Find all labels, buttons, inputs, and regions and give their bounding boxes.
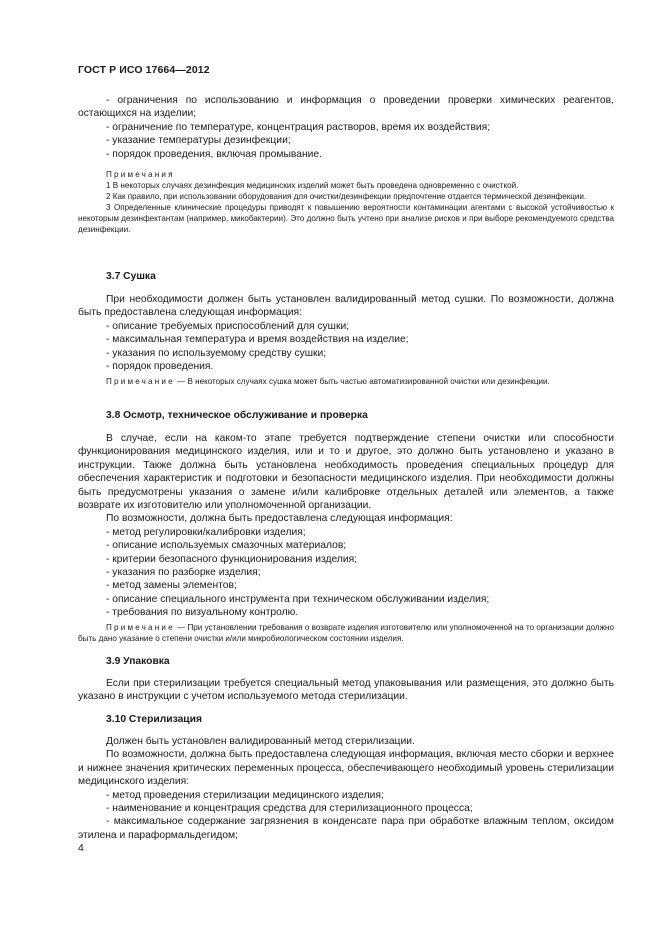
paragraph: Должен быть установлен валидированный метод стерилизации. bbox=[106, 736, 415, 747]
note-text: — В некоторых случаях сушка может быть частью автоматизированной очистки или дезинфекции. bbox=[174, 377, 550, 386]
list-item: - максимальное содержание загрязнения в конденсате пара при обработке влажным теплом, оксидом этилена и параформальдегидом; bbox=[78, 816, 614, 841]
list-item: - ограничения по использованию и информация о проведении проверки химических реагентов, остающихся на изделии; bbox=[78, 95, 614, 120]
list-item: - максимальная температура и время воздействия на изделие; bbox=[106, 334, 409, 346]
paragraph: По возможности, должна быть предоставлена следующая информация, включая место сборки и верхнее и нижнее значения критических переменных процесса, обеспечивающего необходимый уровень стерилизации медицинского изделия: bbox=[78, 749, 614, 788]
note-label: Примечание bbox=[106, 623, 175, 632]
section-body-packaging bbox=[78, 677, 614, 704]
note-item: 3 Определенные клинические процедуры приводят к повышению вероятности контаминации агентами с высокой устойчивостью к некоторым дезинфектантам (например, микобактерии). Это должно быть учтено при анализе рисков и при выборе рекомендуемого средства дезинфекции. bbox=[78, 203, 614, 234]
note-item: 2 Как правило, при использовании оборудования для очистки/дезинфекции предпочтение отдается термической дезинфекции. bbox=[106, 192, 587, 201]
paragraph: По возможности, должна быть предоставлена следующая информация: bbox=[106, 513, 453, 525]
list-item: - описание используемых смазочных материалов; bbox=[106, 540, 347, 552]
list-item: - описание специального инструмента при техническом обслуживании изделия; bbox=[106, 593, 490, 605]
document-id-header: ГОСТ Р ИСО 17664—2012 bbox=[78, 64, 210, 76]
page-number: 4 bbox=[78, 842, 84, 854]
note-label: Примечание bbox=[106, 377, 175, 386]
list-item: - указания по разборке изделия; bbox=[106, 567, 261, 579]
notes-label: Примечания bbox=[106, 170, 175, 179]
section-body-sterilization bbox=[78, 735, 614, 842]
paragraph: Если при стерилизации требуется специальный метод упаковывания или размещения, это должно быть указано в инструкции с учетом используемого метода стерилизации. bbox=[78, 678, 614, 703]
note-item: 1 В некоторых случаях дезинфекция медицинских изделий может быть проведена одновременно с очисткой. bbox=[106, 181, 519, 190]
note-text: — При установлении требования о возврате изделия изготовителю или уполномоченной на то организации должно быть дано указание о степени очистки и/или микробиологическом состоянии изделия. bbox=[78, 623, 614, 643]
section-title-packaging: 3.9 Упаковка bbox=[106, 656, 170, 667]
note-drying bbox=[78, 376, 614, 387]
section-title-sterilization: 3.10 Стерилизация bbox=[106, 714, 202, 725]
list-item: - ограничение по температуре, концентрация растворов, время их воздействия; bbox=[106, 121, 491, 133]
section-title-drying: 3.7 Сушка bbox=[106, 271, 156, 282]
list-item: - метод замены элементов; bbox=[106, 580, 237, 592]
list-item: - описание требуемых приспособлений для сушки; bbox=[106, 320, 350, 332]
disinfection-info-list bbox=[78, 94, 614, 161]
notes-block bbox=[78, 169, 614, 235]
list-item: - указания по используемому средству сушки; bbox=[106, 347, 327, 359]
section-title-inspection: 3.8 Осмотр, техническое обслуживание и проверка bbox=[106, 410, 368, 421]
list-item: - указание температуры дезинфекции; bbox=[106, 135, 291, 147]
list-item: - требования по визуальному контролю. bbox=[106, 607, 299, 619]
section-body-drying bbox=[78, 293, 614, 373]
list-item: - порядок проведения, включая промывание. bbox=[106, 148, 322, 160]
paragraph: В случае, если на каком-то этапе требуется подтверждение степени очистки или способности функционирования медицинского изделия, или и то и другое, это должно быть установлено и указано в инструкции. Также должна быть установлена необходимость проведения специальных процедур для обеспечения характеристик и подготовки и безопасности медицинского изделия. При необходимости должны быть предусмотрены указания о замене и/или калибровке отдельных деталей или элементов, а также возврате их изготовителю или уполномоченной организации. bbox=[78, 433, 614, 512]
list-item: - наименование и концентрация средства для стерилизационного процесса; bbox=[106, 803, 473, 815]
note-inspection bbox=[78, 622, 614, 644]
list-item: - порядок проведения. bbox=[106, 361, 214, 373]
section-body-inspection bbox=[78, 432, 614, 620]
list-item: - метод регулировки/калибровки изделия; bbox=[106, 526, 306, 538]
paragraph: При необходимости должен быть установлен валидированный метод сушки. По возможности, должна быть предоставлена следующая информация: bbox=[78, 294, 614, 319]
list-item: - метод проведения стерилизации медицинского изделия; bbox=[106, 789, 384, 801]
list-item: - критерии безопасного функционирования изделия; bbox=[106, 553, 358, 565]
